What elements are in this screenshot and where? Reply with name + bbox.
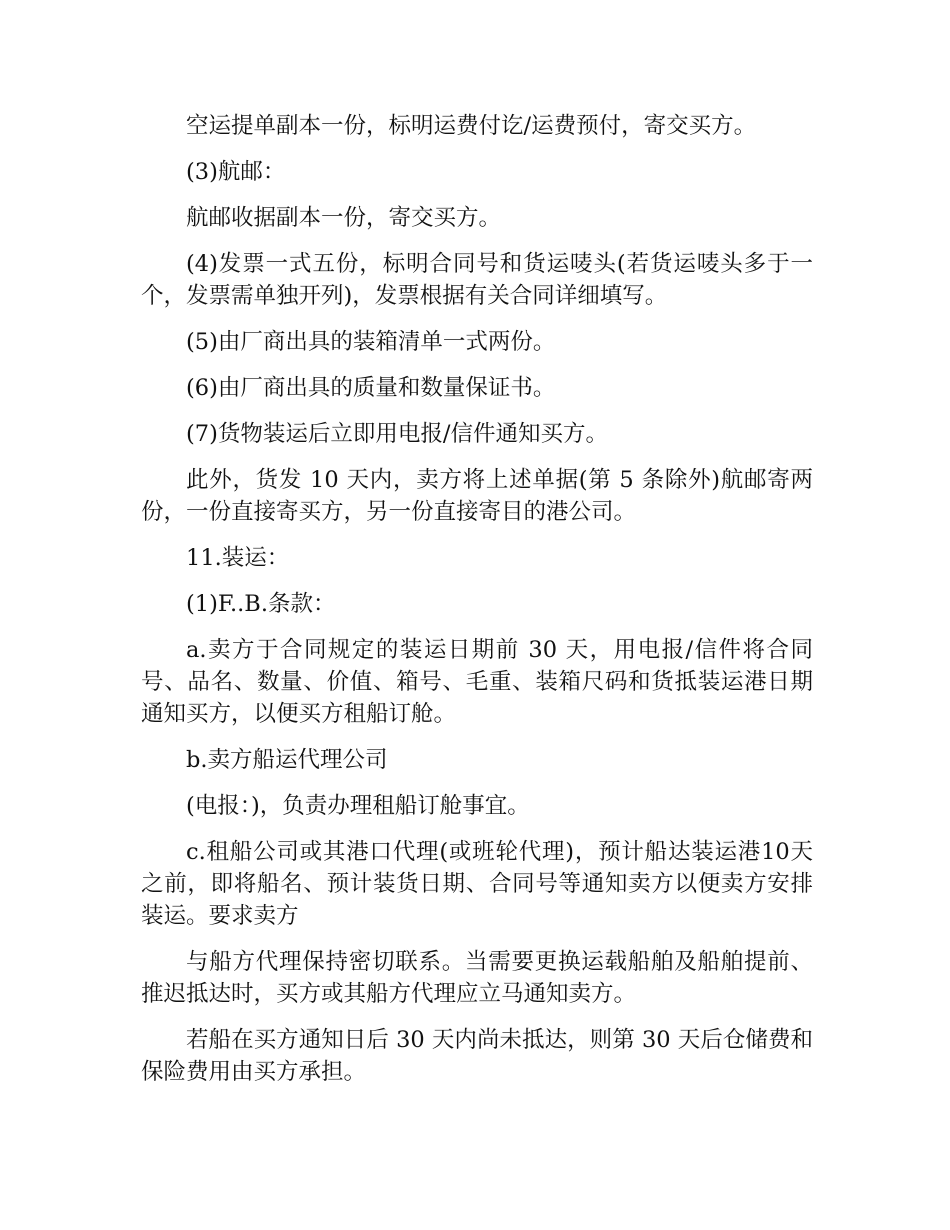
paragraph-documents-airmail: 此外，货发 10 天内，卖方将上述单据(第 5 条除外)航邮寄两份，一份直接寄买方，另一份直接寄目的港公司。 — [141, 467, 813, 525]
paragraph-invoice: (4)发票一式五份，标明合同号和货运唛头(若货运唛头多于一个，发票需单独开列)，发票根据有关合同详细填写。 — [141, 251, 813, 309]
clause-c: c.租船公司或其港口代理(或班轮代理)，预计船达装运港10天之前，即将船名、预计装货日期、合同号等通知卖方以便卖方安排装运。要求卖方 — [141, 839, 813, 929]
section-heading-shipment: 11.装运： — [186, 545, 290, 571]
document-body — [141, 110, 813, 1102]
clause-a: a.卖方于合同规定的装运日期前 30 天，用电报/信件将合同号、品名、数量、价值、箱号、毛重、装箱尺码和货抵装运港日期通知买方，以便买方租船订舱。 — [141, 637, 813, 727]
clause-c-continued: 与船方代理保持密切联系。当需要更换运载船舶及船舶提前、推迟抵达时，买方或其船方代理应立马通知卖方。 — [141, 949, 813, 1007]
paragraph-quality-certificate: (6)由厂商出具的质量和数量保证书。 — [186, 375, 556, 401]
paragraph-shipment-notice: (7)货物装运后立即用电报/信件通知买方。 — [186, 421, 608, 447]
paragraph-airmail-heading: (3)航邮： — [186, 159, 286, 185]
clause-fob-heading: (1)F..B.条款： — [186, 591, 336, 617]
clause-b: b.卖方船运代理公司 — [186, 747, 388, 773]
paragraph-packing-list: (5)由厂商出具的装箱清单一式两份。 — [186, 329, 556, 355]
paragraph-storage-insurance: 若船在买方通知日后 30 天内尚未抵达，则第 30 天后仓储费和保险费用由买方承担。 — [141, 1027, 813, 1085]
paragraph-air-waybill-copy: 空运提单副本一份，标明运费付讫/运费预付，寄交买方。 — [186, 113, 757, 139]
clause-b-telegram: (电报：)，负责办理租船订舱事宜。 — [186, 793, 530, 819]
paragraph-airmail-receipt: 航邮收据副本一份，寄交买方。 — [186, 205, 502, 231]
